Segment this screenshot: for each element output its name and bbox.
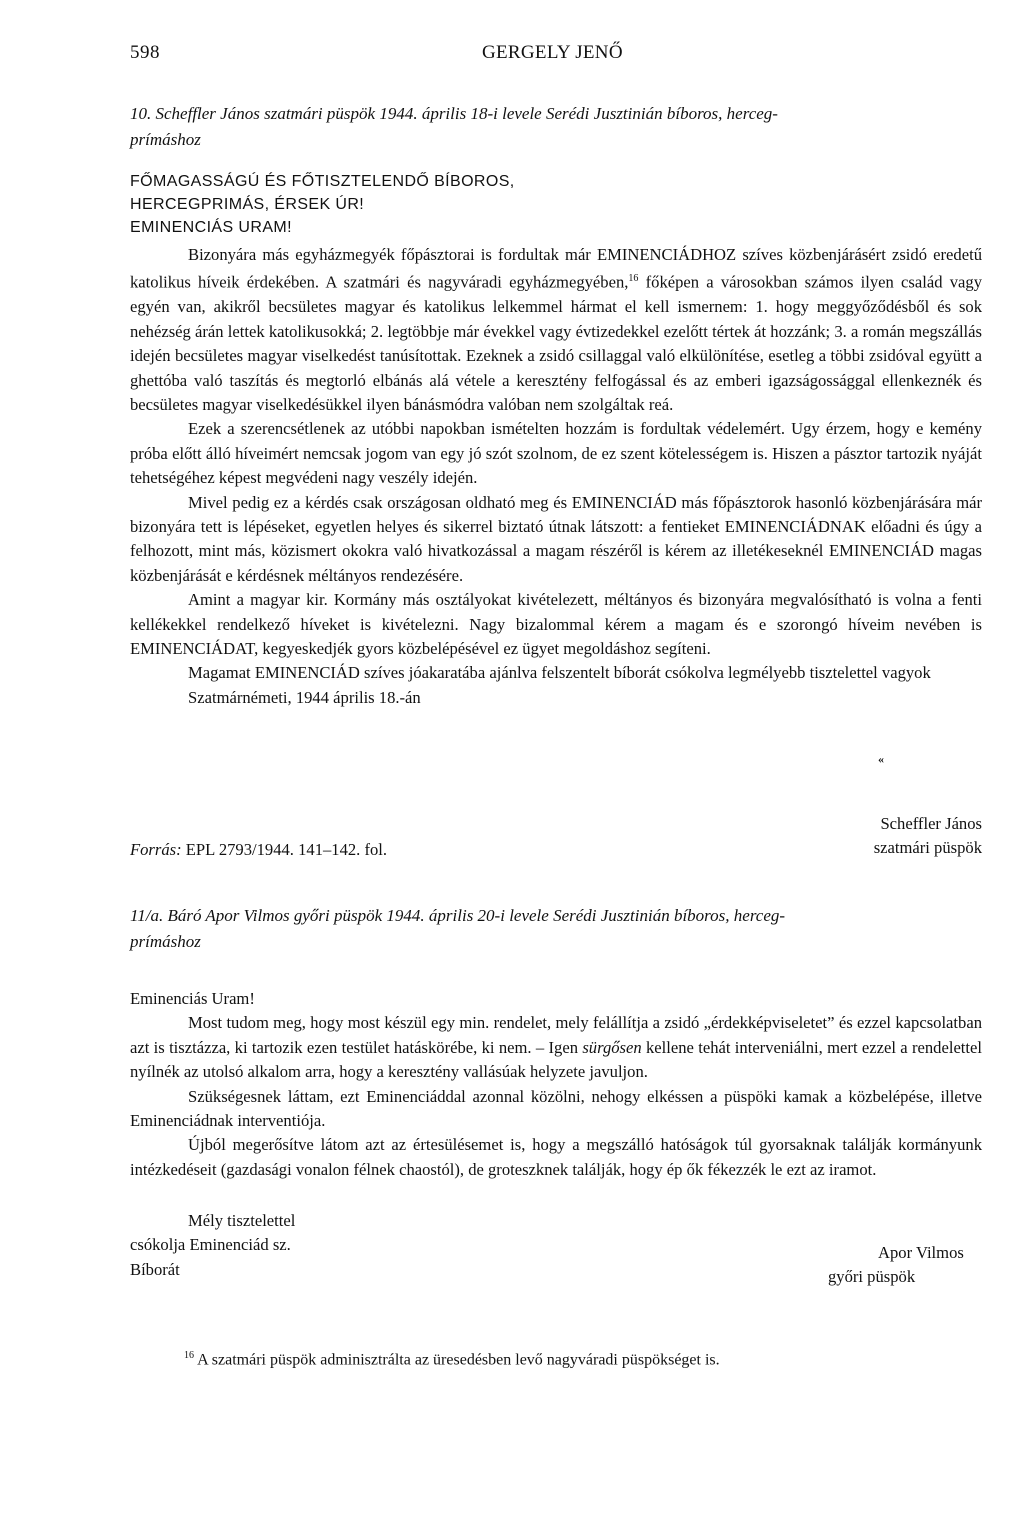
- doc10-salutation: [130, 170, 982, 239]
- signature-name: Scheffler János: [880, 814, 982, 833]
- emphasis-text: sürgősen: [582, 1037, 642, 1057]
- doc10-paragraph-3: Mivel pedig ez a kérdés csak országosan oldható meg és EMINENCIÁD más főpásztorok hasonló közbenjárására már bizonyára tett is lépéseket, egyetlen helyes és sikerrel biztató útnak látszott: a fentieket EMINENCIÁDNAK előadni és úgy a felhozott, mint más, közismert okokra való hivatkozással a magam részéről is kérem az illetékeseknél EMINENCIÁD magas közbenjárását e kérdésnek méltányos rendezésére.: [130, 492, 982, 585]
- paragraph-text: kellene tehát interveniálni, mert ezzel a rendelettel nyílnék az utolsó alkalom arra, hogy a keresztény vallásúak helyzete javuljon.: [130, 1037, 982, 1082]
- salutation-line: FŐMAGASSÁGÚ ÉS FŐTISZTELENDŐ BÍBOROS,: [130, 173, 515, 190]
- stray-mark: «: [878, 752, 884, 766]
- footnote-number: 16: [184, 1350, 194, 1361]
- doc10-title: [130, 101, 982, 153]
- signature-title: szatmári püspök: [873, 838, 982, 858]
- paragraph-text: főképen a városokban számos ilyen család vagy egyén van, akikről becsületes magyar és katolikus lelkemmel hármat el kell ismernem: 1. hogy meggyőződésből és sok nehézség árán lettek katolikusokká; 2. legtöbbje már évekkel vagy évtizedekkel ezelőtt tértek át hozzánk; 3. a román megszállás idején becsületes magyar viselkedést tanúsítottak. Ezeknek a zsidó csillaggal való elkülönítése, esetleg a többi zsidóval együtt a ghettóba való taszítás és megtorló elbánás alá vétele a keresztény felfogással és az emberi igazságossággal ellenkeznék és becsületes magyar viselkedésükkel ilyen bánásmódra valóban nem szolgáltak reá.: [130, 272, 982, 414]
- source-text: EPL 2793/1944. 141–142. fol.: [181, 840, 388, 859]
- doc11-closing: [130, 1209, 295, 1282]
- doc10-source: [130, 840, 387, 860]
- doc11-title-line1: 11/a. Báró Apor Vilmos győri püspök 1944. április 20-i levele Serédi Jusztinián bíboros, herceg-: [130, 906, 786, 925]
- page-number: 598: [130, 42, 160, 63]
- doc10-signature: [730, 812, 982, 861]
- doc11-paragraph-2: Szükségesnek láttam, ezt Eminenciáddal azonnal közölni, nehogy elkéssen a püspöki kamak a közbelépése, illetve Eminenciádnak interventiója.: [130, 1086, 982, 1131]
- source-label: Forrás:: [130, 840, 182, 859]
- doc11-signature: [730, 1241, 982, 1290]
- closing-line: Bíborát: [130, 1259, 180, 1279]
- doc11-title: [130, 903, 982, 955]
- paragraph-text: Most tudom meg, hogy most készül egy min. rendelet, mely felállítja a zsidó „érdekképviseletet” és ezzel kapcsolatban azt is tisztázza, ki tartozik ezen testület hatáskörébe, ki nem. – Igen: [130, 1013, 982, 1057]
- doc11-body: [130, 987, 982, 1182]
- closing-line: csókolja Eminenciád sz.: [130, 1235, 291, 1255]
- doc10-paragraph-2: Ezek a szerencsétlenek az utóbbi napokban ismételten hozzám is fordultak védelemért. Ugy érzem, hogy e kemény próba előtt álló híveimért nemcsak jogom van egy jó szót szolnom, de ez szent kötelességem is. Hiszen a pásztor tartozik nyáját tehetségéhez képest megvédeni nagy veszély idején.: [130, 419, 982, 488]
- running-title: GERGELY JENŐ: [482, 42, 623, 63]
- doc10-title-line1: 10. Scheffler János szatmári püspök 1944. április 18-i levele Serédi Jusztinián bíboros, herceg-: [130, 104, 778, 123]
- doc10-body: [130, 243, 982, 710]
- footnote-text: A szatmári püspök adminisztrálta az üresedésben levő nagyváradi püspökséget is.: [197, 1351, 720, 1369]
- doc10-title-line2: prímáshoz: [130, 130, 201, 149]
- doc10-place-date: Szatmárnémeti, 1944 április 18.-án: [188, 687, 421, 707]
- doc10-paragraph-5: Magamat EMINENCIÁD szíves jóakaratába ajánlva felszentelt bíborát csókolva legmélyebb tisztelettel vagyok: [188, 663, 931, 683]
- doc11-paragraph-1: [130, 1011, 982, 1084]
- doc11-paragraph-3: Újból megerősítve látom azt az értesülésemet is, hogy a megszálló hatóságok túl gyorsaknak találják kormányunk intézkedéseit (gazdasági vonalon félnek chaostól), de groteszknek találják, hogy ép ők fékezzék le ezt az iramot.: [130, 1135, 982, 1179]
- footnote-reference: 16: [628, 273, 639, 285]
- page-header: [130, 42, 982, 72]
- closing-line: Mély tisztelettel: [188, 1211, 296, 1230]
- doc11-salutation: Eminenciás Uram!: [130, 989, 255, 1008]
- footnote: [184, 1350, 720, 1369]
- salutation-line: HERCEGPRIMÁS, ÉRSEK ÚR!: [130, 196, 365, 213]
- doc10-paragraph-4: Amint a magyar kir. Kormány más osztályokat kivételezett, méltányos és bizonyára megvalósítható is volna a fenti kellékekkel rendelkező híveket is kivételezni. Nagy bizalommal kérem a magam és e szorongó híveim nevében is EMINENCIÁDAT, kegyeskedjék gyors közbelépésével ez ügyet megoldáshoz segíteni.: [130, 590, 982, 659]
- signature-title: győri püspök: [828, 1267, 916, 1287]
- salutation-line: EMINENCIÁS URAM!: [130, 219, 292, 236]
- signature-name: Apor Vilmos: [878, 1243, 964, 1262]
- doc11-title-line2: prímáshoz: [130, 932, 201, 951]
- paragraph-text: Bizonyára más egyházmegyék főpásztorai is fordultak már EMINENCIÁDHOZ szíves közbenjárásért zsidó eredetű katolikus híveik érdekében. A szatmári és nagyváradi egyházmegyében,: [130, 245, 982, 292]
- doc10-paragraph-1: [130, 243, 982, 417]
